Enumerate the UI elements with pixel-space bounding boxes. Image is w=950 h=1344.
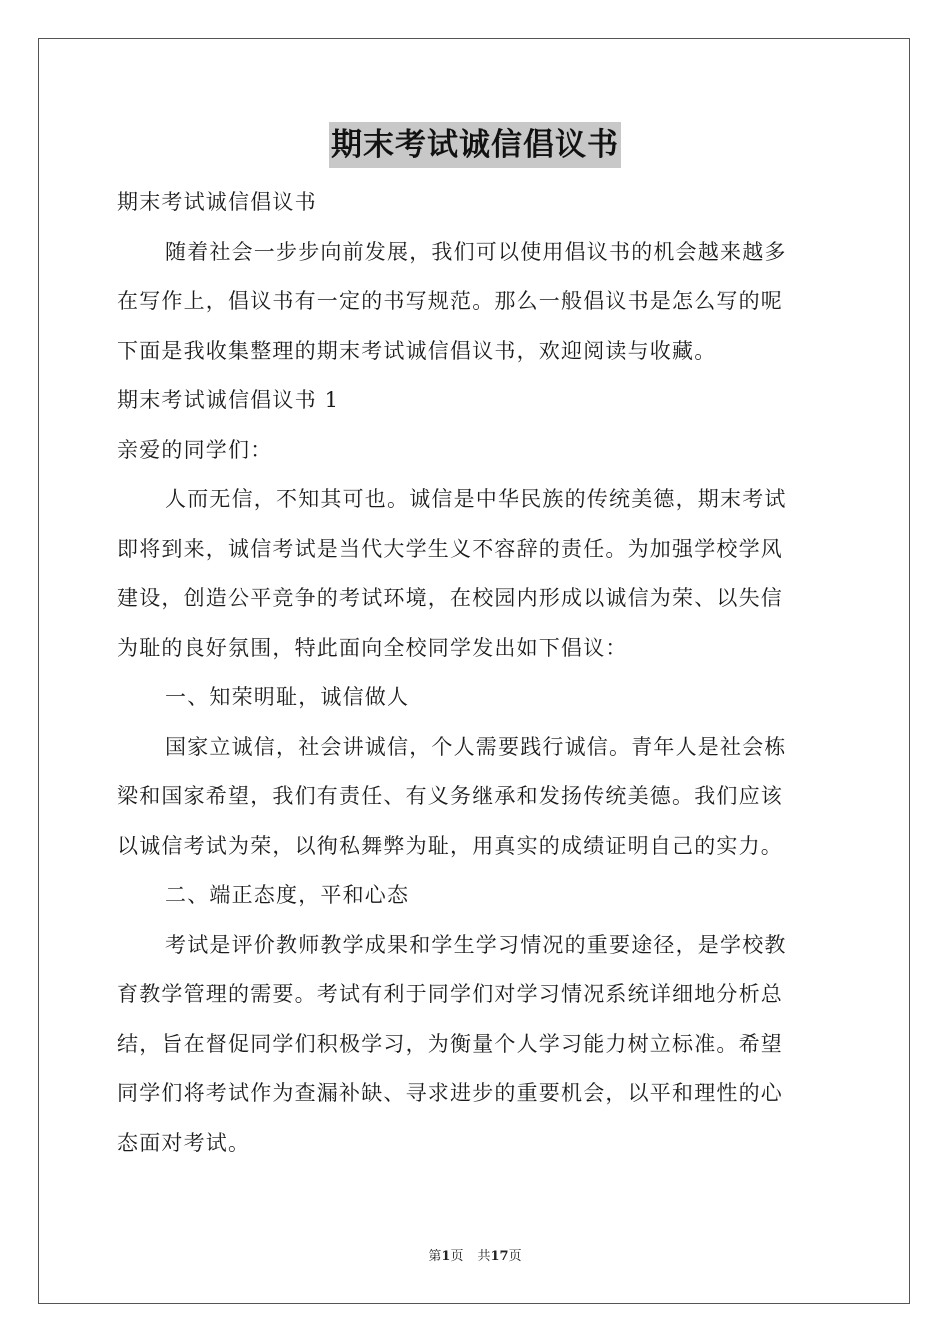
- text-line: 考试是评价教师教学成果和学生学习情况的重要途径，是学校教: [165, 932, 787, 957]
- text-line: 建设，创造公平竞争的考试环境，在校园内形成以诚信为荣、以失信: [117, 586, 783, 610]
- total-page-count: 17: [490, 1249, 509, 1264]
- title-area: [0, 122, 950, 168]
- text-line: 以诚信考试为荣，以徇私舞弊为耻，用真实的成绩证明自己的实力。: [117, 833, 783, 858]
- text-line: 结，旨在督促同学们积极学习，为衡量个人学习能力树立标准。希望: [117, 1031, 783, 1056]
- document-title: 期末考试诚信倡议书: [329, 122, 621, 168]
- text-line: 态面对考试。: [117, 1130, 251, 1155]
- document-body: [117, 178, 833, 1168]
- text-line: 随着社会一步步向前发展，我们可以使用倡议书的机会越来越多: [165, 239, 787, 264]
- total-pages-suffix: 页: [508, 1249, 522, 1264]
- text-line: 即将到来，诚信考试是当代大学生义不容辞的责任。为加强学校学风: [117, 536, 783, 561]
- page-number-prefix: 第: [428, 1249, 442, 1264]
- text-line: 同学们将考试作为查漏补缺、寻求进步的重要机会，以平和理性的心: [117, 1081, 783, 1105]
- text-line: 梁和国家希望，我们有责任、有义务继承和发扬传统美德。我们应该: [117, 784, 783, 808]
- text-line: 国家立诚信，社会讲诚信，个人需要践行诚信。青年人是社会栋: [165, 734, 787, 759]
- total-pages-prefix: 共: [477, 1249, 491, 1264]
- page-footer: [0, 1248, 950, 1266]
- text-line: 人而无信，不知其可也。诚信是中华民族的传统美德，期末考试: [165, 487, 787, 511]
- text-line: 期末考试诚信倡议书 1: [117, 388, 340, 412]
- text-line: 为耻的良好氛围，特此面向全校同学发出如下倡议：: [117, 635, 628, 660]
- text-line: 期末考试诚信倡议书: [117, 190, 317, 214]
- text-line: 下面是我收集整理的期末考试诚信倡议书，欢迎阅读与收藏。: [117, 338, 717, 363]
- text-line: 在写作上，倡议书有一定的书写规范。那么一般倡议书是怎么写的呢: [117, 289, 783, 313]
- text-line: 亲爱的同学们：: [117, 437, 273, 462]
- text-line: 二、端正态度，平和心态: [165, 883, 410, 907]
- text-line: 育教学管理的需要。考试有利于同学们对学习情况系统详细地分析总: [117, 982, 783, 1006]
- current-page-number: 1: [441, 1249, 451, 1264]
- page-number-suffix: 页: [450, 1249, 464, 1264]
- text-line: 一、知荣明耻，诚信做人: [165, 685, 410, 709]
